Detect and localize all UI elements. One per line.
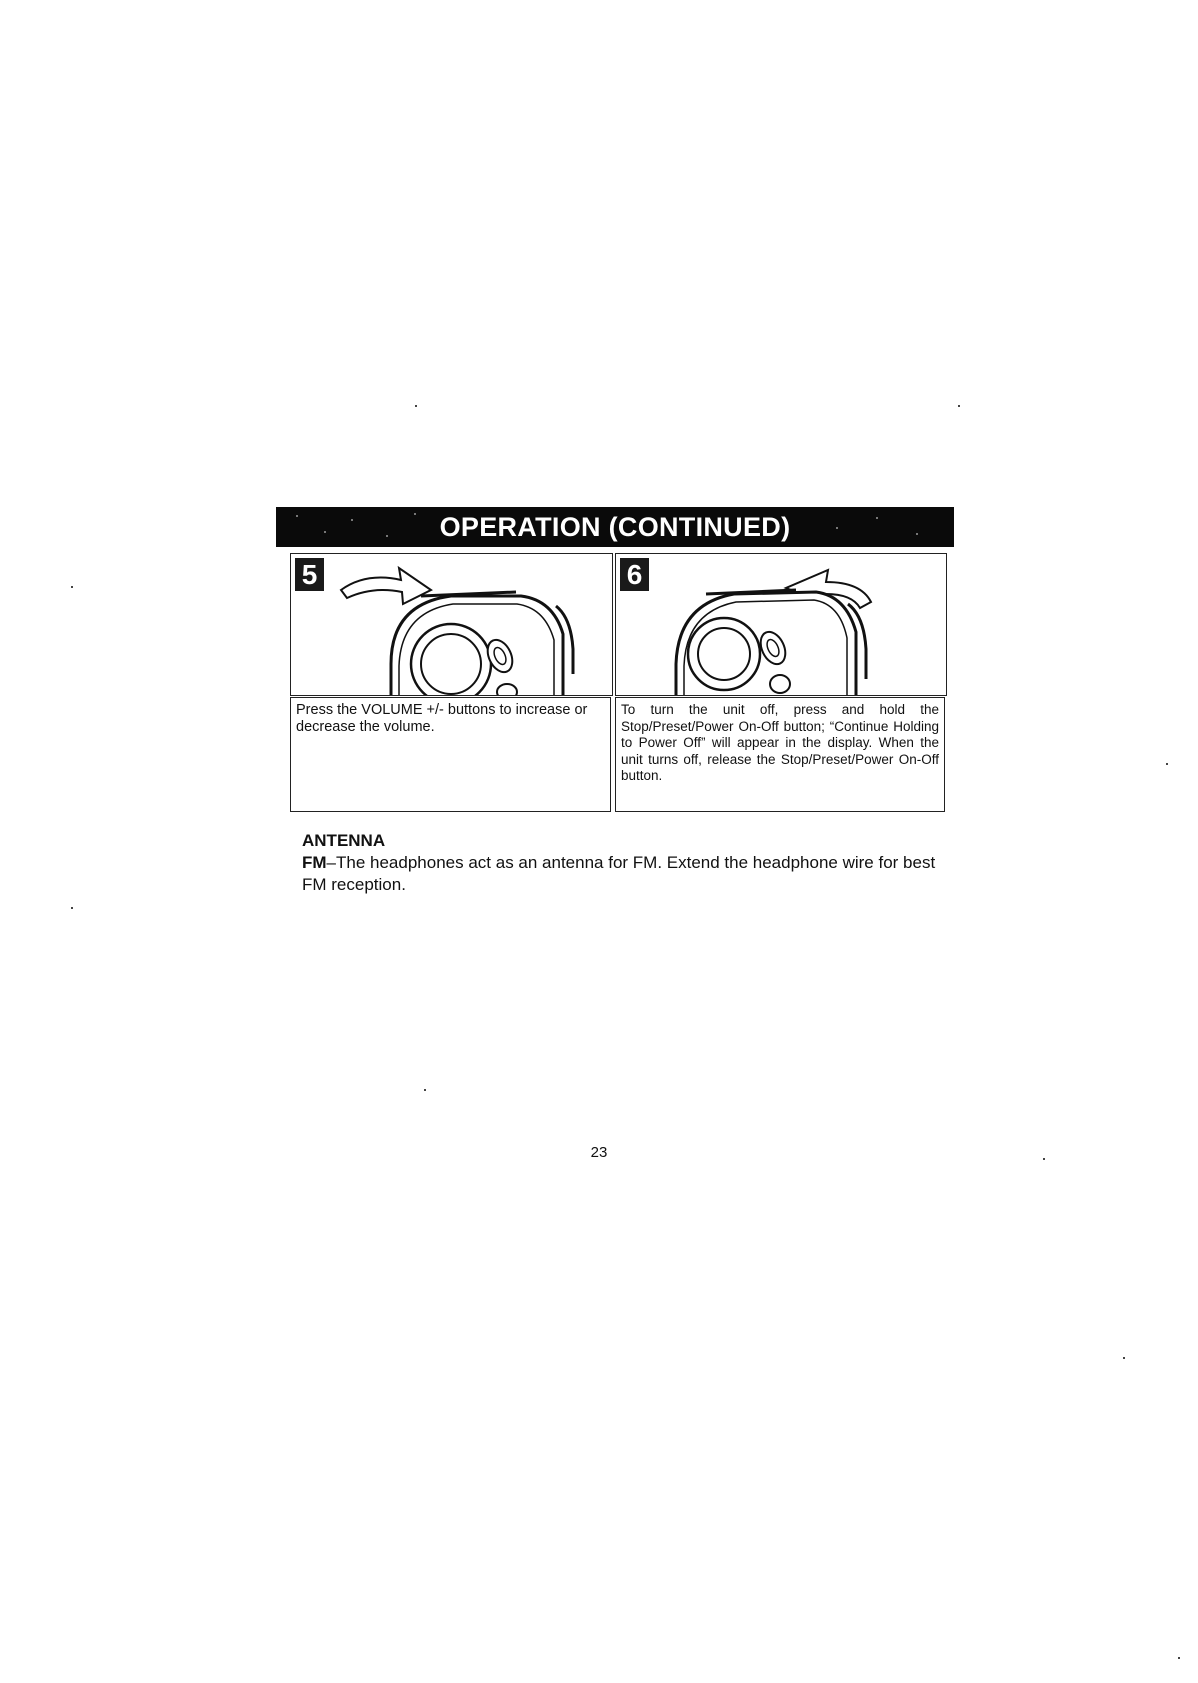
scan-speck	[958, 405, 960, 407]
scan-speck	[71, 586, 73, 588]
step-5-text: Press the VOLUME +/- buttons to increase or decrease the volume.	[296, 702, 588, 735]
volume-device-icon	[291, 554, 612, 695]
section-title: OPERATION (CONTINUED)	[439, 511, 791, 542]
step-number-badge: 6	[620, 558, 649, 591]
antenna-fm-label: FM	[302, 853, 327, 872]
section-header	[276, 507, 954, 547]
page-number: 23	[590, 1144, 608, 1161]
step-number-badge: 5	[295, 558, 324, 591]
scan-speck	[424, 1089, 426, 1091]
step-6-caption	[615, 697, 945, 812]
scan-speck	[1178, 1657, 1180, 1659]
antenna-paragraph	[302, 852, 942, 896]
step-6-illustration	[615, 553, 947, 696]
scan-speck	[71, 907, 73, 909]
antenna-heading: ANTENNA	[302, 831, 386, 850]
scan-speck	[1123, 1357, 1125, 1359]
scan-speck	[1166, 763, 1168, 765]
scan-speck	[1043, 1158, 1045, 1160]
scan-speck	[415, 405, 417, 407]
step-5-caption	[290, 697, 611, 812]
power-device-icon	[616, 554, 946, 695]
step-5-illustration	[290, 553, 613, 696]
step-6-text: To turn the unit off, press and hold the Stop/Preset/Power On-Off button; “Continue Holding to Power Off” will appear in the display. When the unit turns off, release the Stop/Preset/Power On-Off button.	[621, 702, 939, 783]
antenna-text: –The headphones act as an antenna for FM. Extend the headphone wire for best FM reception.	[302, 853, 936, 894]
